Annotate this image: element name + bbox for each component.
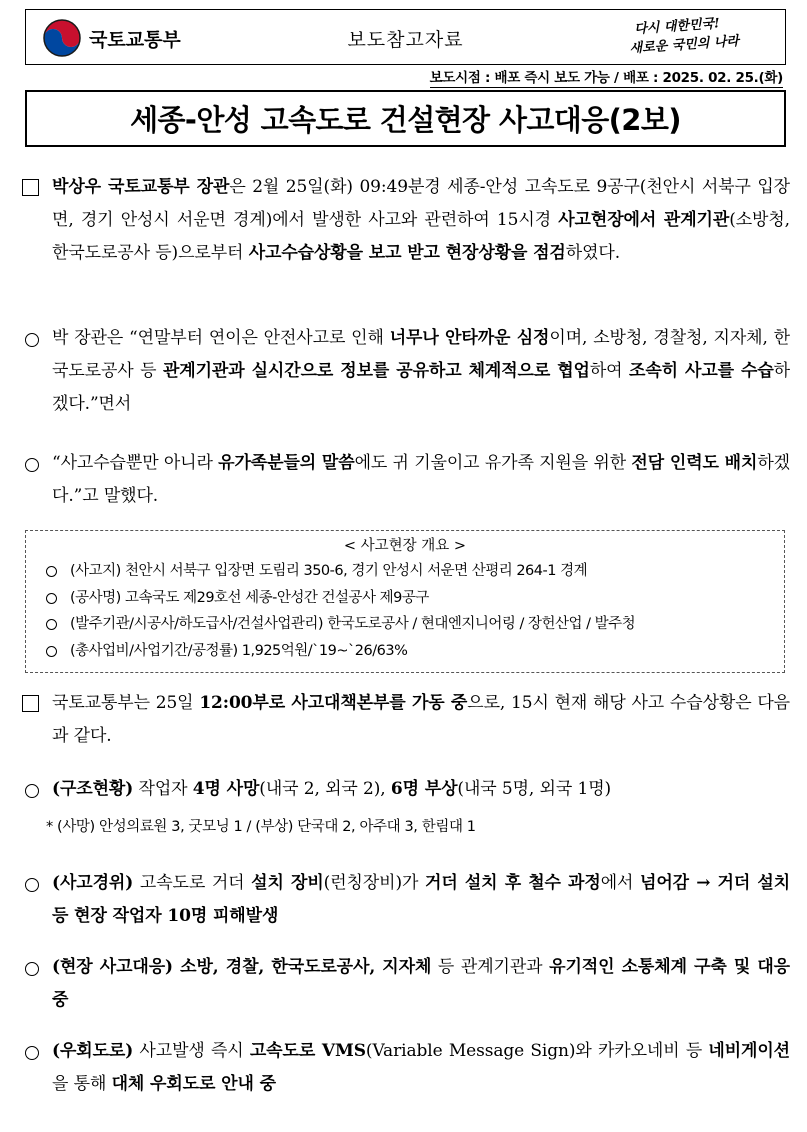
paragraph-rescue-status — [22, 773, 790, 806]
release-info — [430, 66, 783, 88]
text-bold: (구조현황) — [52, 779, 134, 799]
release-label: 보도시점 : 배포 즉시 보도 가능 / 배포 : 2025. 02. 25.(화) — [429, 70, 783, 86]
text-bold: 조속히 사고를 수습 — [629, 361, 774, 381]
text-bold: 네비게이션 — [708, 1041, 791, 1061]
paragraph-body — [52, 447, 790, 513]
circle-bullet-icon — [46, 593, 57, 604]
text: 에서 — [600, 873, 641, 893]
text-bold: 유기적인 소통체계 구축 및 대응 중 — [52, 957, 790, 1010]
text-bold: 박상우 국토교통부 장관 — [52, 177, 230, 197]
paragraph-body — [52, 867, 790, 933]
text-bold: 유가족분들의 말씀 — [218, 453, 355, 473]
circle-bullet-icon — [46, 619, 57, 630]
overview-item — [26, 611, 784, 638]
paragraph-response-hq — [22, 687, 790, 753]
text-bold: (우회도로) — [52, 1041, 134, 1061]
page-title: 세종-안성 고속도로 건설현장 사고대응(2보) — [130, 103, 681, 137]
text: 하였다. — [565, 243, 621, 263]
text-bold: 6명 부상 — [390, 779, 458, 799]
paragraph-body — [52, 171, 790, 270]
slogan — [628, 12, 761, 63]
title-box — [25, 90, 786, 147]
text: 은 2월 25일(화) 09:49분경 세종-안성 고속도로 9공구(천안시 서북구 입장면, 경기 안성시 서운면 경계)에서 발생한 사고와 관련하여 15시경 — [52, 177, 790, 230]
text: 등 관계기관과 — [431, 957, 550, 977]
text: 박 장관은 “연말부터 연이은 안전사고로 인해 — [52, 328, 390, 348]
paragraph-body — [52, 687, 790, 753]
overview-item — [26, 585, 784, 612]
slogan-line-2: 새로운 국민의 나라 — [629, 33, 740, 57]
circle-bullet-icon — [46, 566, 57, 577]
circle-bullet-icon — [22, 951, 44, 988]
overview-item-text: (공사명) 고속국도 제29호선 세종-안성간 건설공사 제9공구 — [70, 589, 429, 606]
overview-item — [26, 558, 784, 585]
casualty-note: * (사망) 안성의료원 3, 굿모닝 1 / (부상) 단국대 2, 아주대 3, 한림대 1 — [46, 819, 476, 835]
text: 이며, 소방청, 경찰청, 지자체, 한국도로공사 등 — [52, 328, 790, 381]
text: (런칭장비)가 — [323, 873, 426, 893]
ministry-name: 국토교통부 — [89, 28, 181, 51]
text-bold: 4명 사망 — [192, 779, 260, 799]
circle-bullet-icon — [22, 867, 44, 904]
text: 하겠다.”면서 — [52, 361, 790, 414]
paragraph-minister-inspection — [22, 171, 790, 270]
slogan-line-1: 다시 대한민국! — [633, 16, 721, 38]
text: 하여 — [589, 361, 630, 381]
text: 국토교통부는 25일 — [52, 693, 200, 713]
paragraph-minister-quote-2 — [22, 447, 790, 513]
overview-item-text: (총사업비/사업기간/공정률) 1,925억원/`19~`26/63% — [70, 642, 408, 659]
text: 을 통해 — [52, 1074, 112, 1094]
overview-item-text: (사고지) 천안시 서북구 입장면 도림리 350-6, 경기 안성시 서운면 산평리 264-1 경계 — [70, 563, 588, 579]
text-bold: 고속도로 VMS — [249, 1041, 366, 1061]
circle-bullet-icon — [22, 1035, 44, 1072]
doc-type: 보도참고자료 — [347, 29, 464, 51]
text: 사고발생 즉시 — [133, 1041, 250, 1061]
text: (소방청, 한국도로공사 등)으로부터 — [52, 210, 790, 263]
paragraph-detour — [22, 1035, 790, 1101]
paragraph-accident-details — [22, 867, 790, 933]
overview-title: < 사고현장 개요 > — [343, 538, 467, 554]
text: (내국 2, 외국 2), — [259, 779, 391, 799]
paragraph-body — [52, 322, 790, 421]
text-bold: 대체 우회도로 안내 중 — [111, 1074, 276, 1094]
overview-item-text: (발주기관/시공사/하도급사/건설사업관리) 한국도로공사 / 현대엔지니어링 / 장헌산업 / 발주청 — [70, 616, 636, 632]
overview-item — [26, 638, 784, 665]
paragraph-body — [52, 773, 790, 806]
text-bold: 넘어감 → 거더 설치 등 현장 작업자 10명 피해발생 — [52, 873, 791, 926]
text-bold: 거더 설치 후 철수 과정 — [425, 873, 601, 893]
text-bold: (사고경위) — [52, 873, 134, 893]
square-bullet-icon — [22, 687, 44, 724]
header-box — [25, 9, 786, 65]
text: “사고수습뿐만 아니라 — [52, 453, 219, 473]
text-bold: 12:00부로 사고대책본부를 가동 중 — [199, 693, 468, 713]
circle-bullet-icon — [22, 322, 44, 359]
circle-bullet-icon — [46, 646, 57, 657]
text: 에도 귀 기울이고 유가족 지원을 위한 — [354, 453, 632, 473]
text-bold: 너무나 안타까운 심정 — [389, 328, 550, 348]
text-bold: 전담 인력도 배치 — [631, 453, 758, 473]
text: 고속도로 거더 — [133, 873, 252, 893]
paragraph-site-response — [22, 951, 790, 1017]
square-bullet-icon — [22, 171, 44, 208]
text: 하겠다.”고 말했다. — [52, 453, 790, 506]
text-bold: 사고현장에서 관계기관 — [558, 210, 730, 230]
text-bold: (현장 사고대응) — [52, 957, 173, 977]
text-bold: 소방, 경찰, 한국도로공사, 지자체 — [172, 957, 432, 977]
text: (내국 5명, 외국 1명) — [457, 779, 612, 799]
text: 으로, 15시 현재 해당 사고 수습상황은 다음과 같다. — [52, 693, 790, 746]
circle-bullet-icon — [22, 447, 44, 484]
text: (Variable Message Sign)와 카카오네비 등 — [365, 1041, 709, 1061]
text-bold: 관계기관과 실시간으로 정보를 공유하고 체계적으로 협업 — [162, 361, 590, 381]
paragraph-body — [52, 1035, 790, 1101]
text: 작업자 — [133, 779, 193, 799]
text-bold: 사고수습상황을 보고 받고 현장상황을 점검 — [248, 243, 566, 263]
circle-bullet-icon — [22, 773, 44, 810]
text-bold: 설치 장비 — [251, 873, 324, 893]
accident-site-overview — [25, 530, 785, 673]
paragraph-body — [52, 951, 790, 1017]
paragraph-minister-quote-1 — [22, 322, 790, 421]
